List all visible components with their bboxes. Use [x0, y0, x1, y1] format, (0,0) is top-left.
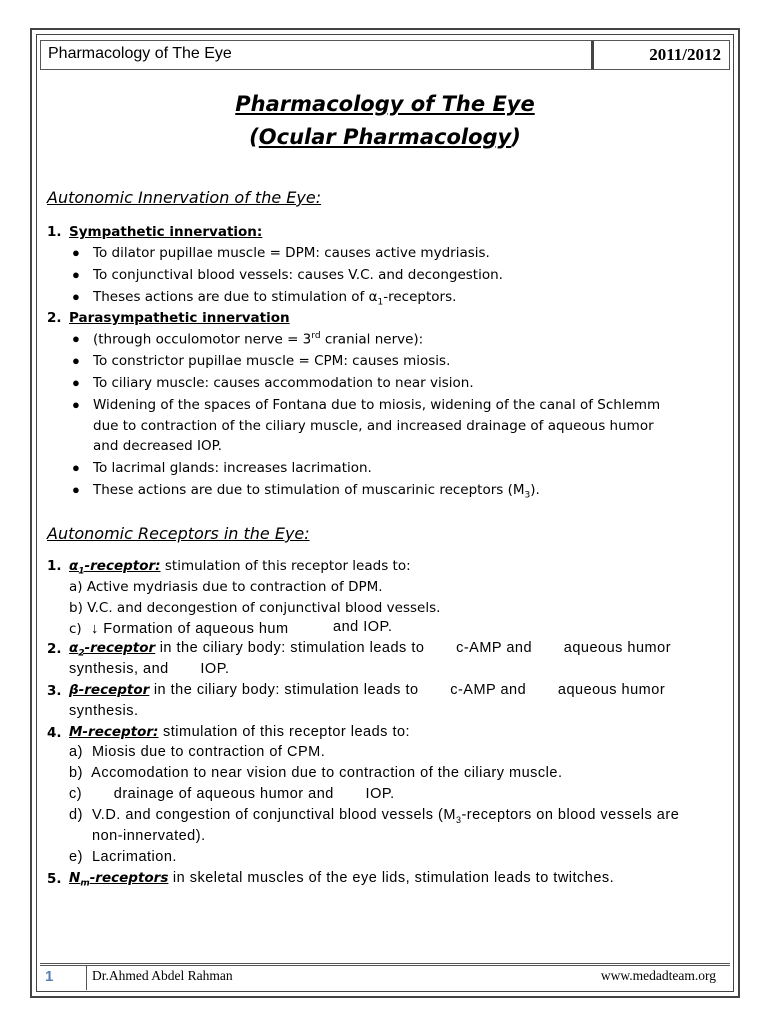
text: -receptor: [84, 558, 161, 574]
sub-item: a) Miosis due to contraction of CPM. [69, 744, 326, 760]
sub-item: a) Active mydriasis due to contraction of DPM. [69, 579, 383, 595]
subscript: 1 [78, 566, 85, 577]
subtitle-text: Ocular Pharmacology [258, 125, 512, 149]
receptor-continuation: synthesis. [69, 703, 139, 719]
list-number: 3. [47, 683, 62, 699]
section-heading-receptors: Autonomic Receptors in the Eye: [47, 524, 310, 543]
page-title [40, 92, 730, 116]
subtitle-paren-open: ( [249, 125, 259, 149]
list-number: 4. [47, 725, 62, 741]
text: α [69, 558, 79, 574]
text: -receptor [84, 640, 156, 656]
bullet-icon: ● [72, 460, 80, 475]
receptor-label [69, 640, 156, 659]
alpha2-receptor-line [69, 640, 671, 659]
list-item [93, 482, 540, 501]
subtitle-paren-close: ) [511, 125, 521, 149]
sub-item: ↓ Formation of aqueous hum [91, 621, 289, 637]
bullet-icon: ● [72, 482, 80, 497]
sub-item [69, 807, 679, 825]
sub-item: c) drainage of aqueous humor and IOP. [69, 786, 395, 802]
footer-url: www.medadteam.org [600, 968, 716, 983]
list-number: 2. [47, 310, 62, 326]
header-year: 2011/2012 [649, 45, 721, 64]
parasympathetic-title: Parasympathetic innervation [69, 310, 290, 326]
list-item: To ciliary muscle: causes accommodation to near vision. [93, 375, 474, 391]
list-item-continuation: due to contraction of the ciliary muscle, and increased drainage of aqueous humor [93, 418, 654, 434]
subscript: 3 [524, 490, 531, 501]
text: stimulation of this receptor leads to: [160, 558, 411, 574]
text: α [69, 640, 79, 656]
sub-item: b) Accomodation to near vision due to contraction of the ciliary muscle. [69, 765, 563, 781]
list-item: To dilator pupillae muscle = DPM: causes active mydriasis. [93, 245, 490, 261]
header-divider [591, 41, 594, 69]
sub-item-continuation: non-innervated). [92, 828, 206, 844]
text: cranial nerve): [320, 331, 424, 348]
sub-item: b) V.C. and decongestion of conjunctival blood vessels. [69, 600, 441, 616]
title-line1: Pharmacology of The Eye [235, 92, 535, 116]
subscript: m [80, 878, 90, 889]
m-receptor-line [69, 724, 410, 740]
header-title: Pharmacology of The Eye [48, 45, 232, 62]
text: ). [530, 482, 540, 498]
list-item [93, 331, 423, 348]
text: Theses actions are due to stimulation of α [93, 289, 378, 305]
list-number: 1. [47, 224, 62, 240]
page-number: 1 [45, 968, 54, 985]
bullet-icon: ● [72, 331, 80, 346]
receptor-label [69, 558, 161, 577]
text: stimulation of this receptor leads to: [158, 724, 411, 740]
section-heading-innervation: Autonomic Innervation of the Eye: [47, 188, 322, 207]
bullet-icon: ● [72, 353, 80, 368]
text: in skeletal muscles of the eye lids, stimulation leads to twitches. [168, 870, 615, 886]
subscript: 3 [455, 814, 462, 825]
sympathetic-title: Sympathetic innervation: [69, 224, 263, 240]
text: -receptors on blood vessels are [461, 807, 680, 823]
list-item: To lacrimal glands: increases lacrimation. [93, 460, 372, 476]
text: N [69, 870, 81, 886]
list-number: 1. [47, 558, 62, 574]
beta-receptor-line [69, 682, 665, 698]
bullet-icon: ● [72, 267, 80, 282]
list-item: To constrictor pupillae muscle = CPM: causes miosis. [93, 353, 451, 369]
text: d) V.D. and congestion of conjunctival blood vessels (M [69, 807, 456, 823]
footer-rule [40, 963, 730, 966]
list-number: 5. [47, 871, 62, 887]
sub-item-tail: and IOP. [333, 619, 393, 635]
receptor-label: M-receptor: [69, 724, 159, 740]
text: These actions are due to stimulation of muscarinic receptors (M [93, 482, 525, 498]
text: in the ciliary body: stimulation leads to c-AMP and aqueous humor [149, 682, 666, 698]
text: -receptors [89, 870, 169, 886]
page-subtitle [40, 125, 730, 149]
list-item: Widening of the spaces of Fontana due to miosis, widening of the canal of Schlemm [93, 397, 661, 413]
text: -receptors. [383, 289, 457, 305]
list-number: 2. [47, 641, 62, 657]
sub-item: e) Lacrimation. [69, 849, 177, 865]
footer-divider [86, 966, 87, 990]
superscript: rd [311, 331, 321, 341]
nm-receptor-line [69, 870, 614, 889]
subscript: 2 [78, 648, 85, 659]
list-item [93, 289, 456, 308]
text: in the ciliary body: stimulation leads to c-AMP and aqueous humor [155, 640, 672, 656]
alpha1-receptor-line [69, 558, 411, 577]
receptor-label [69, 870, 169, 889]
bullet-icon: ● [72, 289, 80, 304]
receptor-label: β-receptor [69, 682, 150, 698]
bullet-icon: ● [72, 245, 80, 260]
receptor-continuation: synthesis, and IOP. [69, 661, 230, 677]
text: (through occulomotor nerve = 3 [93, 331, 312, 348]
page-header [40, 40, 730, 70]
sub-item-prefix: c) [69, 621, 82, 637]
subscript: 1 [377, 297, 384, 308]
list-item-continuation: and decreased IOP. [93, 438, 222, 454]
bullet-icon: ● [72, 375, 80, 390]
list-item: To conjunctival blood vessels: causes V.C. and decongestion. [93, 267, 503, 283]
footer-author: Dr.Ahmed Abdel Rahman [92, 968, 233, 983]
bullet-icon: ● [72, 397, 80, 412]
